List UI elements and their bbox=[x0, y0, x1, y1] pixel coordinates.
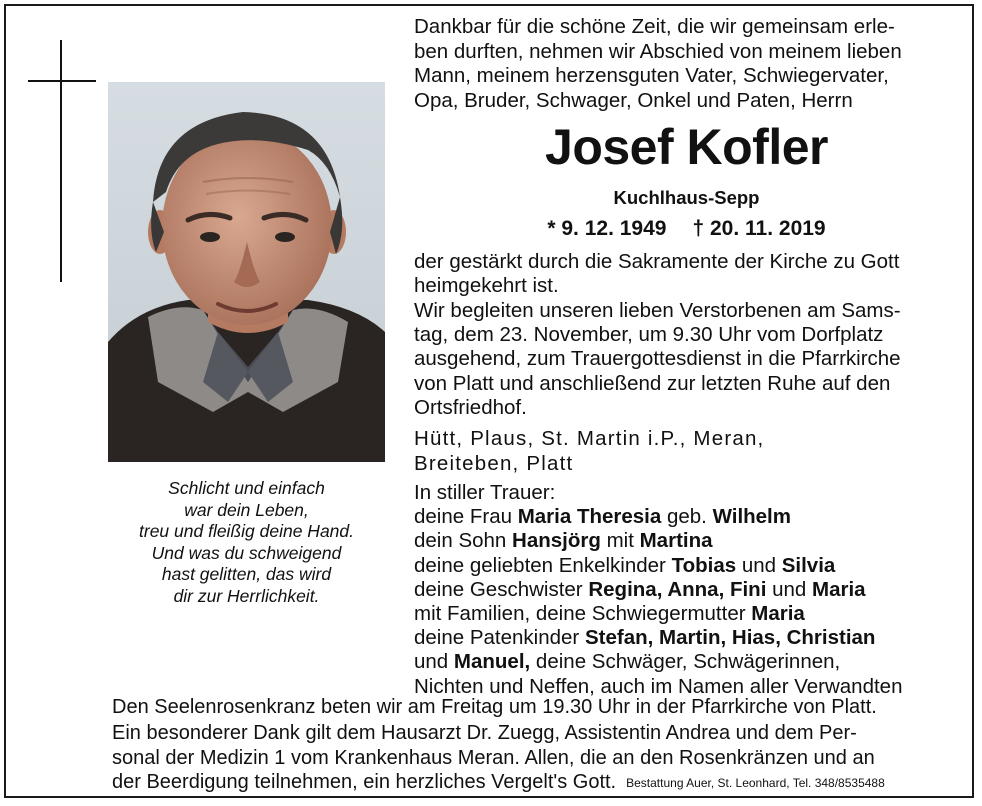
deceased-name: Josef Kofler bbox=[545, 119, 828, 175]
paragraph-line: heimgekehrt ist. bbox=[414, 274, 559, 298]
funeral-paragraph bbox=[414, 299, 959, 420]
mourner-line: Nichten und Neffen, auch im Namen aller Verwandten bbox=[414, 674, 903, 698]
poem-line: Schlicht und einfach bbox=[168, 478, 325, 498]
cross-icon-bar bbox=[28, 80, 96, 82]
undertaker-contact: Bestattung Auer, St. Leonhard, Tel. 348/8535488 bbox=[626, 775, 885, 790]
life-dates bbox=[414, 215, 959, 243]
mourners-list bbox=[414, 481, 964, 699]
thanks-line: sonal der Medizin 1 vom Krankenhaus Meran. Allen, die an den Rosenkränzen und an bbox=[112, 746, 875, 769]
intro-line: ben durften, nehmen wir Abschied von meinem lieben bbox=[414, 39, 902, 63]
mourner-line bbox=[414, 578, 964, 602]
mourner-line bbox=[414, 505, 964, 529]
thanks-text: der Beerdigung teilnehmen, ein herzliches Vergelt's Gott. bbox=[112, 770, 617, 793]
poem-line: Und was du schweigend bbox=[151, 542, 342, 563]
mourner-line bbox=[414, 626, 964, 650]
mourner-text: dein Sohn bbox=[414, 529, 513, 553]
deceased-nickname: Kuchlhaus-Sepp bbox=[613, 187, 760, 208]
places-list bbox=[414, 426, 959, 476]
mourner-name: Manuel, bbox=[453, 650, 531, 674]
paragraph-line: der gestärkt durch die Sakramente der Kirche zu Gott bbox=[414, 250, 900, 273]
mourner-name: Maria Theresia bbox=[517, 505, 662, 529]
intro-line: Mann, meinem herzensguten Vater, Schwiegervater, bbox=[414, 64, 889, 88]
paragraph-line: Ortsfriedhof. bbox=[414, 395, 527, 419]
mourner-text: und bbox=[736, 553, 782, 577]
rosary-line: Den Seelenrosenkranz beten wir am Freitag um 19.30 Uhr in der Pfarrkirche von Platt. bbox=[112, 696, 877, 718]
mourner-name: Stefan, Martin, Hias, Christian bbox=[584, 626, 876, 650]
paragraph-line: von Platt und anschließend zur letzten Ruhe auf den bbox=[414, 371, 891, 395]
birth-date: * 9. 12. 1949 bbox=[547, 217, 667, 240]
mourner-text: deine Patenkinder bbox=[414, 626, 585, 650]
paragraph-line: tag, dem 23. November, um 9.30 Uhr vom Dorfplatz bbox=[414, 323, 884, 347]
memorial-poem bbox=[108, 478, 385, 608]
closing-section bbox=[112, 695, 962, 795]
mourner-text: mit Familien, deine Schwiegermutter bbox=[414, 602, 752, 626]
mourner-text: deine Geschwister bbox=[414, 577, 589, 601]
mourner-line bbox=[414, 554, 964, 578]
paragraph-line: Wir begleiten unseren lieben Verstorbenen am Sams- bbox=[414, 299, 901, 322]
portrait-photo bbox=[108, 82, 385, 462]
places-line: Breiteben, Platt bbox=[414, 452, 574, 475]
mourner-name: Maria bbox=[751, 602, 805, 626]
poem-line: dir zur Herrlichkeit. bbox=[173, 585, 320, 606]
intro-line: Opa, Bruder, Schwager, Onkel und Paten, Herrn bbox=[414, 89, 853, 113]
mourner-text: deine Frau bbox=[414, 505, 518, 529]
cross-icon bbox=[60, 40, 62, 282]
mourner-name: Tobias bbox=[671, 553, 737, 577]
intro-line: Dankbar für die schöne Zeit, die wir gemeinsam erle- bbox=[414, 15, 895, 38]
places-line: Hütt, Plaus, St. Martin i.P., Meran, bbox=[414, 427, 765, 450]
mourner-name: Silvia bbox=[781, 553, 836, 577]
sacrament-paragraph bbox=[414, 250, 959, 298]
mourner-text: geb. bbox=[661, 505, 713, 529]
poem-line: war dein Leben, bbox=[184, 499, 309, 520]
mourner-line bbox=[414, 529, 964, 553]
mourner-text: deine Schwäger, Schwägerinnen, bbox=[530, 650, 841, 674]
mourner-line bbox=[414, 602, 964, 626]
mourner-name: Hansjörg bbox=[512, 529, 601, 553]
death-date: † 20. 11. 2019 bbox=[692, 217, 826, 240]
mourners-heading: In stiller Trauer: bbox=[414, 481, 556, 504]
mourner-text: und bbox=[414, 650, 454, 674]
mourner-name: Maria bbox=[812, 577, 866, 601]
thanks-line bbox=[112, 770, 962, 795]
poem-line: hast gelitten, das wird bbox=[161, 564, 332, 585]
mourner-name: Wilhelm bbox=[712, 505, 791, 529]
mourner-text: mit bbox=[600, 529, 640, 553]
mourner-text: und bbox=[766, 577, 813, 601]
thanks-line: Ein besonderer Dank gilt dem Hausarzt Dr. Zuegg, Assistentin Andrea und dem Per- bbox=[112, 722, 857, 745]
mourner-line bbox=[414, 650, 964, 674]
paragraph-line: ausgehend, zum Trauergottesdienst in die Pfarrkirche bbox=[414, 347, 901, 371]
intro-text bbox=[414, 15, 959, 114]
mourner-name: Regina, Anna, Fini bbox=[588, 577, 767, 601]
poem-line: treu und fleißig deine Hand. bbox=[139, 521, 354, 542]
mourner-text: deine geliebten Enkelkinder bbox=[414, 553, 672, 577]
mourner-name: Martina bbox=[639, 529, 713, 553]
